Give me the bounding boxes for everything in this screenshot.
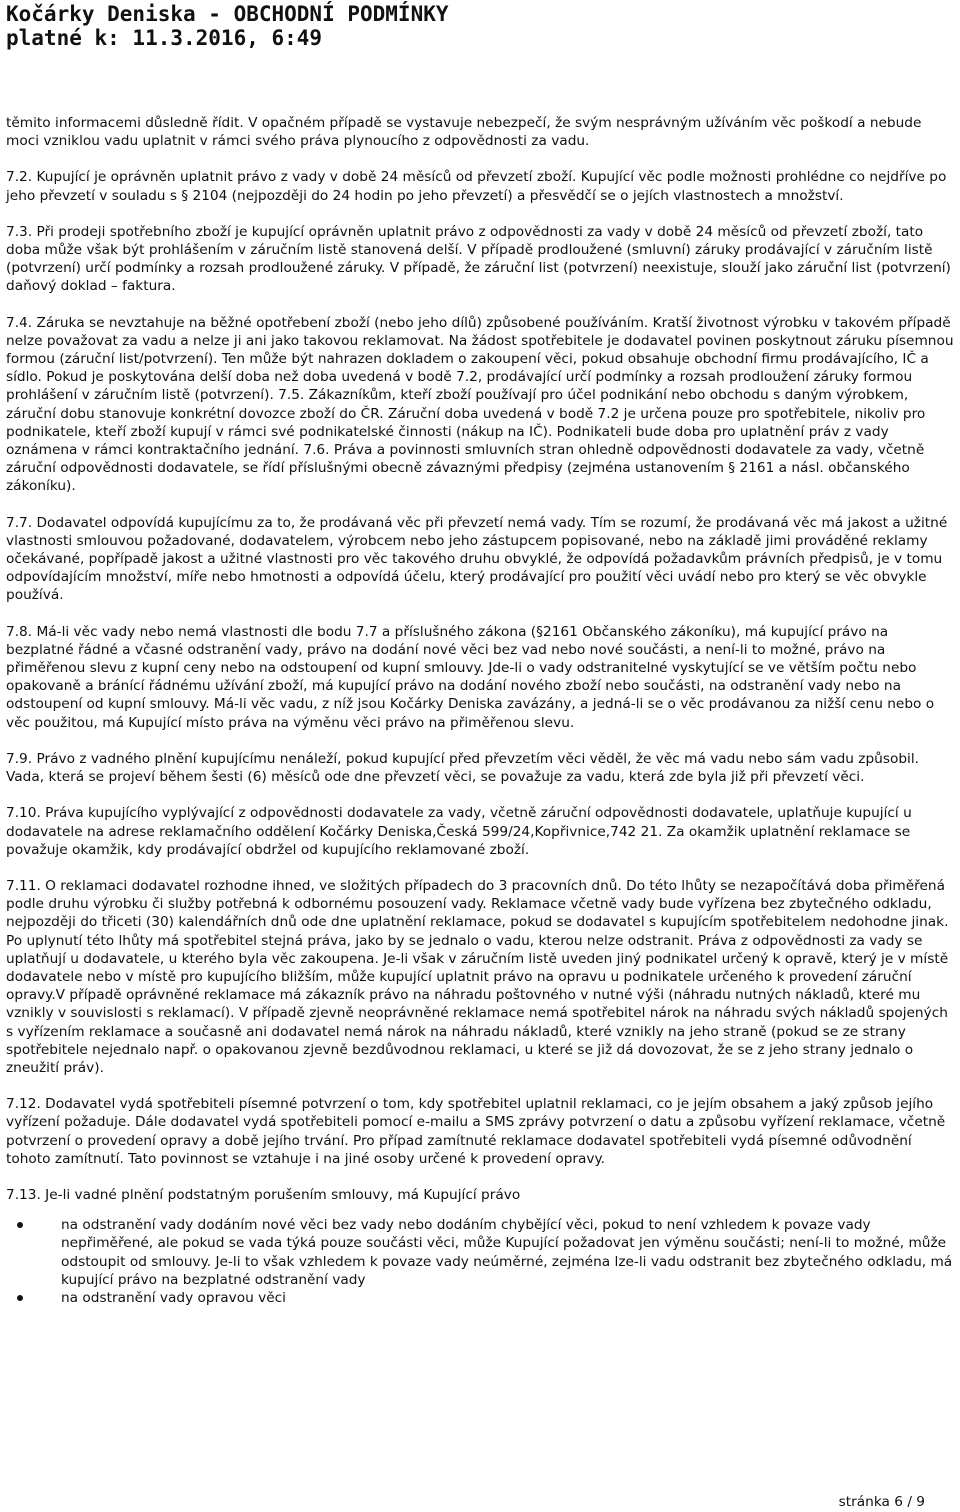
paragraph-7-9: 7.9. Právo z vadného plnění kupujícímu nenáleží, pokud kupující před převzetím věci věděl, že věc má vadu nebo sám vadu způsobil. Vada, která se projeví během šesti (6) měsíců ode dne převzetí věci, se považuje za vadu, která zde byla již při převzetí věci. [6, 750, 920, 786]
paragraph-continuation: těmito informacemi důsledně řídit. V opačném případě se vystavuje nebezpečí, že svým nesprávným užíváním věc poškodí a nebude moci vzniklou vadu uplatnit v rámci svého práva plynoucího z odpovědnosti za vadu. [6, 115, 922, 150]
paragraph-7-11: 7.11. O reklamaci dodavatel rozhodne ihned, ve složitých případech do 3 pracovních dnů. Do této lhůty se nezapočítává doba přiměřená podle druhu výrobku či služby potřebná k odbornému posouzení vady. Reklamace včetně vady bude vyřízena bez zbytečného odkladu, nejpozději do třiceti (30) kalendářních dnů ode dne uplatnění reklamace, pokud se dodavatel s kupujícím spotřebitelem nedohodne jinak. Po uplynutí této lhůty má spotřebitel stejná práva, jako by se jednalo o vadu, kterou nelze odstranit. Práva z odpovědnosti za vady se uplatňují u dodavatele, u kterého byla věc zakoupena. Je-li však v záručním listě uveden jiný podnikatel určený k opravě, který je v místě dodavatele nebo v místě pro kupujícího bližším, může kupující uplatnit právo na opravu u podnikatele určeného k provedení záruční opravy.V případě oprávněné reklamace má zákazník právo na náhradu poštovného v nutné výši (náhradu nutných nákladů, které mu vznikly v souvislosti s reklamací). V případě zjevně neoprávněné reklamace nemá spotřebitel nárok na náhradu svých nákladů spojených s vyřízením reklamace a současně ani dodavatel nemá nárok na náhradu nákladů, které vznikly na jeho straně (pokud se ze strany spotřebitele nejednalo např. o opakovanou zjevně bezdůvodnou reklamaci, u které se již dá dovozovat, že se z jeho strany jednalo o zneužití práv). [6, 877, 949, 1076]
paragraph-7-2: 7.2. Kupující je oprávněn uplatnit právo z vady v době 24 měsíců od převzetí zboží. Kupující věc podle možnosti prohlédne co nejdříve po jeho převzetí v souladu s § 2104 (nejpozději do 24 hodin po jeho převzetí) a přesvědčí se o jejích vlastnostech a množství. [6, 169, 947, 204]
validity-date: platné k: 11.3.2016, 6:49 [6, 26, 323, 50]
document-body [6, 114, 954, 1307]
paragraph-7-4: 7.4. Záruka se nevztahuje na běžné opotřebení zboží (nebo jeho dílů) způsobené používáním. Kratší životnost výrobku v takovém případě nelze považovat za vadu a nelze ji ani jako takovou reklamovat. Na žádost spotřebitele je dodavatel povinen poskytnout záruku písemnou formou (záruční list/potvrzení). Ten může být nahrazen dokladem o zakoupení věci, pokud obsahuje obchodní firmu prodávajícího, IČ a sídlo. Pokud je poskytována delší doba než doba uvedená v bodě 7.2, prodávající určí podmínky a rozsah prodloužení záruky formou prohlášení v záručním listě (potvrzení). 7.5. Zákazníkům, kteří zboží používají pro účel podnikání nebo obchodu s daným výrobkem, záruční dobu stanovuje konkrétní dovozce zboží do ČR. Záruční doba uvedená v bodě 7.2 je určena pouze pro spotřebitele, nikoliv pro podnikatele, kteří zboží kupují v rámci své podnikatelské činnosti (nákup na IČ). Podnikateli bude doba pro uplatnění práv z vady oznámena v rámci kontraktačního jednání. 7.6. Práva a povinnosti smluvních stran ohledně odpovědnosti dodavatele za vady, včetně záruční odpovědnosti dodavatele, se řídí příslušnými obecně závaznými předpisy (zejména ustanovením § 2161 a násl. občanského zákoníku). [6, 314, 954, 495]
paragraph-7-3: 7.3. Při prodeji spotřebního zboží je kupující oprávněn uplatnit právo z odpovědnosti za vady v době 24 měsíců od převzetí zboží, tato doba může však být prohlášením v záručním listě stanovená delší. V případě prodloužené (smluvní) záruky prodávající v záručním listě (potvrzení) určí podmínky a rozsah prodloužené záruky. V případě, že záruční list (potvrzení) neexistuje, slouží jako záruční list (potvrzení) daňový doklad – faktura. [6, 223, 951, 295]
page-number: stránka 6 / 9 [838, 1494, 925, 1510]
paragraph-7-10: 7.10. Práva kupujícího vyplývající z odpovědnosti dodavatele za vady, včetně záruční odpovědnosti dodavatele, uplatňuje kupující u dodavatele na adrese reklamačního oddělení Kočárky Deniska,Česká 599/24,Kopřivnice,742 21. Za okamžik uplatnění reklamace se považuje okamžik, kdy prodávající obdržel od kupujícího reklamované zboží. [6, 805, 912, 858]
document-title: Kočárky Deniska - OBCHODNÍ PODMÍNKY [6, 2, 449, 26]
paragraph-7-7: 7.7. Dodavatel odpovídá kupujícímu za to, že prodávaná věc při převzetí nemá vady. Tím se rozumí, že prodávaná věc má jakost a užitné vlastnosti smlouvou požadované, dodavatelem, výrobcem nebo jeho zástupcem popisované, nebo na základě jimi prováděné reklamy očekávané, popřípadě jakost a užitné vlastnosti pro věc takového druhu obvyklé, že odpovídá požadavkům právních předpisů, je v tomu odpovídajícím množství, míře nebo hmotnosti a odpovídá účelu, který prodávající pro použití věci uvádí nebo pro který se věc obvykle používá. [6, 514, 948, 604]
paragraph-7-13: 7.13. Je-li vadné plnění podstatným porušením smlouvy, má Kupující právo [6, 1186, 521, 1203]
list-item: na odstranění vady opravou věci [61, 1289, 954, 1307]
paragraph-7-12: 7.12. Dodavatel vydá spotřebiteli písemné potvrzení o tom, kdy spotřebitel uplatnil reklamaci, co je jejím obsahem a jaký způsob jejího vyřízení požaduje. Dále dodavatel vydá spotřebiteli pomocí e-mailu a SMS zprávy potvrzení o datu a způsobu vyřízení reklamace, včetně potvrzení o provedení opravy a době jejího trvání. Pro případ zamítnuté reklamace dodavatel spotřebiteli vydá písemné odůvodnění tohoto zamítnutí. Tato povinnost se vztahuje i na jiné osoby určené k provedení opravy. [6, 1096, 946, 1167]
list-item: na odstranění vady dodáním nové věci bez vady nebo dodáním chybějící věci, pokud to není vzhledem k povaze vady nepřiměřené, ale pokud se vada týká pouze součásti věci, může Kupující požadovat jen výměnu součásti; není-li to možné, může odstoupit od smlouvy. Je-li to však vzhledem k povaze vady neúměrné, zejména lze-li vadu odstranit bez zbytečného odkladu, má kupující právo na bezplatné odstranění vady [61, 1217, 953, 1288]
page-header [6, 2, 954, 50]
rights-list [6, 1216, 954, 1307]
paragraph-7-8: 7.8. Má-li věc vady nebo nemá vlastnosti dle bodu 7.7 a příslušného zákona (§2161 Občanského zákoníku), má kupující právo na bezplatné řádné a včasné odstranění vady, právo na dodání nové věci bez vad nebo nové součásti, a není-li to možné, právo na přiměřenou slevu z kupní ceny nebo na odstoupení od kupní smlouvy. Jde-li o vady odstranitelné vyskytující se ve větším počtu nebo opakovaně a bránící řádnému užívání zboží, má kupující právo na dodání nového zboží nebo součásti, na odstranění vady nebo na odstoupení od kupní smlouvy. Má-li věc vadu, z níž jsou Kočárky Deniska zavázány, a jedná-li se o věc prodávanou za nižší cenu nebo o věc použitou, má Kupující místo práva na výměnu věci právo na přiměřenou slevu. [6, 623, 935, 731]
